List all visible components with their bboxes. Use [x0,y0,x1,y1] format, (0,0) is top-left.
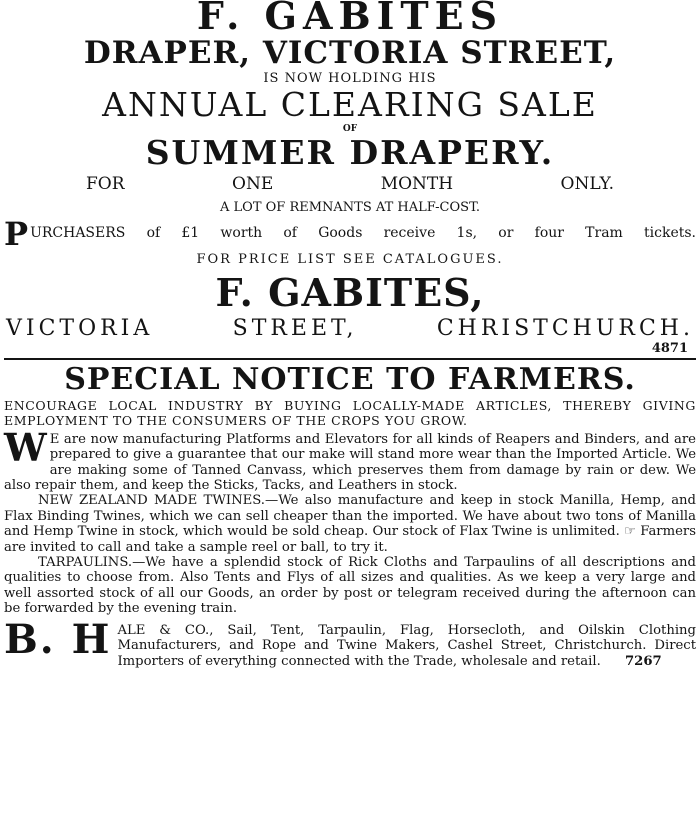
ad-of: OF [342,124,358,134]
notice-intro: ENCOURAGE LOCAL INDUSTRY BY BUYING LOCALLY-MADE ARTICLES, THEREBY GIVING EMPLOYMENT TO THE CONSUMERS OF THE CROPS YOU GROW. [4,398,696,429]
dropcap-p: P [4,215,29,253]
ad-subtitle: DRAPER, VICTORIA STREET, [83,35,617,71]
farmers-notice [4,362,696,669]
gabites-advertisement [4,0,696,355]
notice-paragraph-hale: B. H ALE & CO., Sail, Tent, Tarpaulin, Flag, Horsecloth, and Oilskin Clothing Manufacturers, and Rope and Twine Makers, Cashel Street, Christchurch. Direct Importers of everything connected with the Trade, wholesale and retail. 7267 [4,615,696,669]
ad-headline-sale: ANNUAL CLEARING SALE [102,85,598,124]
ad-address: VICTORIA STREET, CHRISTCHURCH. [6,316,694,341]
ad-purchasers [4,215,696,253]
ad-purchasers-text: URCHASERS of £1 worth of Goods receive 1s, or four Tram tickets. [30,225,696,241]
ad-title: F. GABITES [196,0,504,38]
notice-reference-number: 7267 [624,653,662,669]
ad-price-list: FOR PRICE LIST SEE CATALOGUES. [196,252,504,267]
notice-paragraph-tarpaulins: TARPAULINS.—We have a splendid stock of Rick Cloths and Tarpaulins of all descriptions and qualities to choose from. Also Tents and Flys of all sizes and qualities. As we keep a very large and well assorted stock of all our Goods, an order by post or telegram received during the afternoon can be forwarded by the evening train. [4,555,696,617]
dropcap-w: W [4,424,47,470]
ad-line-holding: IS NOW HOLDING HIS [263,71,437,86]
column-divider [4,358,696,360]
dropcap-bh: B. H [4,615,112,663]
notice-paragraph-platforms: W E are now manufacturing Platforms and Elevators for all kinds of Reapers and Binders, and are prepared to give a guarantee that our make will stand more wear than the Imported Article. We are making some of Tanned Canvass, which preserves them from damage by rain or dew. We also repair them, and keep the Sticks, Tacks, and Leathers in stock. [4,424,696,494]
ad-duration: FOR ONE MONTH ONLY. [86,174,614,194]
ad-headline-drapery: SUMMER DRAPERY. [145,133,555,172]
ad-name: F. GABITES, [215,270,485,315]
notice-paragraph-twines: NEW ZEALAND MADE TWINES.—We also manufacture and keep in stock Manilla, Hemp, and Flax Binding Twines, which we can sell cheaper than the imported. We have about two tons of Manilla and Hemp Twine in stock, which would be sold cheap. Our stock of Flax Twine is unlimited. ☞ Farmers are invited to call and take a sample reel or ball, to try it. [4,493,696,555]
ad-reference-number: 4871 [651,341,688,356]
notice-headline: SPECIAL NOTICE TO FARMERS. [64,362,636,397]
ad-remnants: A LOT OF REMNANTS AT HALF-COST. [220,200,480,215]
